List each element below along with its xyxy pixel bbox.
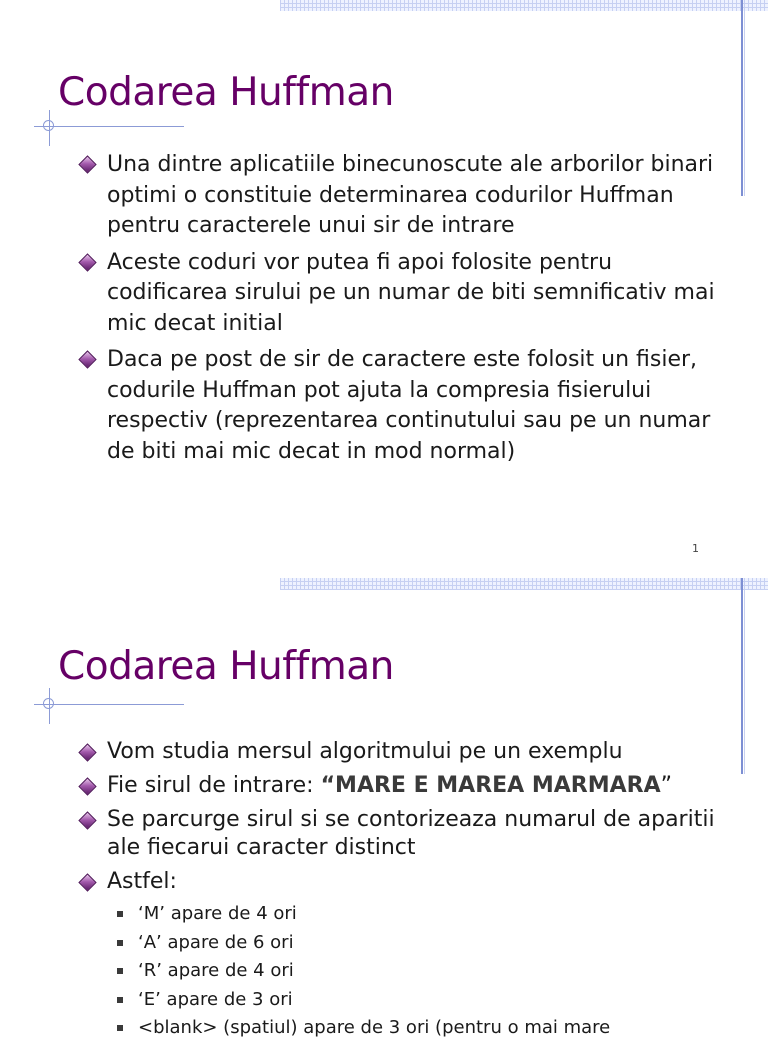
diamond-bullet-icon <box>78 155 96 173</box>
diamond-bullet-icon <box>78 777 96 795</box>
slide-title: Codarea Huffman <box>58 644 394 689</box>
vertical-line-decoration <box>741 0 743 196</box>
page-number: 1 <box>692 542 699 555</box>
bullet-text: Daca pe post de sir de caractere este folosit un fisier, codurile Huffman pot ajuta la compresia fisierului respectiv (reprezentarea continutului sau pe un numar de biti mai mic decat in mod normal) <box>107 347 711 464</box>
slide-2 <box>0 576 768 1038</box>
crosshair-circle <box>43 120 54 131</box>
square-bullet-icon <box>117 940 123 946</box>
sub-bullet-text: ‘E’ apare de 3 ori <box>138 988 293 1010</box>
input-string-emphasis: MARE E MAREA MARMARA <box>335 773 661 798</box>
sub-bullet-list <box>107 900 728 1043</box>
square-bullet-icon <box>117 1025 123 1031</box>
quoted-string <box>321 773 661 798</box>
bullet-item <box>78 868 728 1043</box>
bullet-item <box>78 150 728 242</box>
sub-bullet-text: ‘A’ apare de 6 ori <box>138 931 294 953</box>
vertical-line-decoration <box>741 578 743 774</box>
sub-bullet-item <box>107 957 728 986</box>
bullet-item <box>78 806 728 862</box>
close-quote: ” <box>660 773 673 798</box>
bullet-text: Aceste coduri vor putea fi apoi folosite pentru codificarea sirului pe un numar de biti semnificativ mai mic decat initial <box>107 249 715 336</box>
bullet-text: Vom studia mersul algoritmului pe un exemplu <box>107 739 623 764</box>
vertical-line-decoration-thin <box>744 578 745 774</box>
open-quote: “ <box>320 773 336 798</box>
bullet-item <box>78 345 728 467</box>
bullet-item <box>78 772 728 800</box>
sub-bullet-text: ‘R’ apare de 4 ori <box>138 960 294 981</box>
diamond-bullet-icon <box>78 743 96 761</box>
bullet-list <box>78 738 728 1049</box>
bullet-item <box>78 738 728 766</box>
sub-bullet-item <box>107 900 728 929</box>
square-bullet-icon <box>117 968 123 974</box>
bullet-text: Astfel: <box>107 869 177 894</box>
square-bullet-icon <box>117 911 123 917</box>
checkered-stripe-decoration <box>280 0 768 11</box>
sub-bullet-text: <blank> (spatiul) apare de 3 ori (pentru o mai mare <box>138 1017 611 1038</box>
crosshair-icon <box>34 126 184 127</box>
bullet-list <box>78 150 728 473</box>
bullet-text: Una dintre aplicatiile binecunoscute ale arborilor binari optimi o constituie determinarea codurilor Huffman pentru caracterele unui sir de intrare <box>107 152 714 238</box>
crosshair-icon <box>34 704 184 705</box>
sub-bullet-item <box>107 929 728 958</box>
vertical-line-decoration-thin <box>744 0 745 196</box>
diamond-bullet-icon <box>78 873 96 891</box>
bullet-item <box>78 248 728 340</box>
diamond-bullet-icon <box>78 253 96 271</box>
slide-title: Codarea Huffman <box>58 70 394 115</box>
square-bullet-icon <box>117 997 123 1003</box>
diamond-bullet-icon <box>78 811 96 829</box>
checkered-stripe-decoration <box>280 578 768 590</box>
sub-bullet-text: ‘M’ apare de 4 ori <box>138 903 297 924</box>
bullet-text: Se parcurge sirul si se contorizeaza numarul de aparitii ale fiecarui caracter distinct <box>107 807 715 860</box>
crosshair-circle <box>43 698 54 709</box>
diamond-bullet-icon <box>78 350 96 368</box>
bullet-text-prefix: Fie sirul de intrare: <box>107 773 321 798</box>
sub-bullet-item <box>107 1014 728 1043</box>
sub-bullet-item <box>107 986 728 1015</box>
